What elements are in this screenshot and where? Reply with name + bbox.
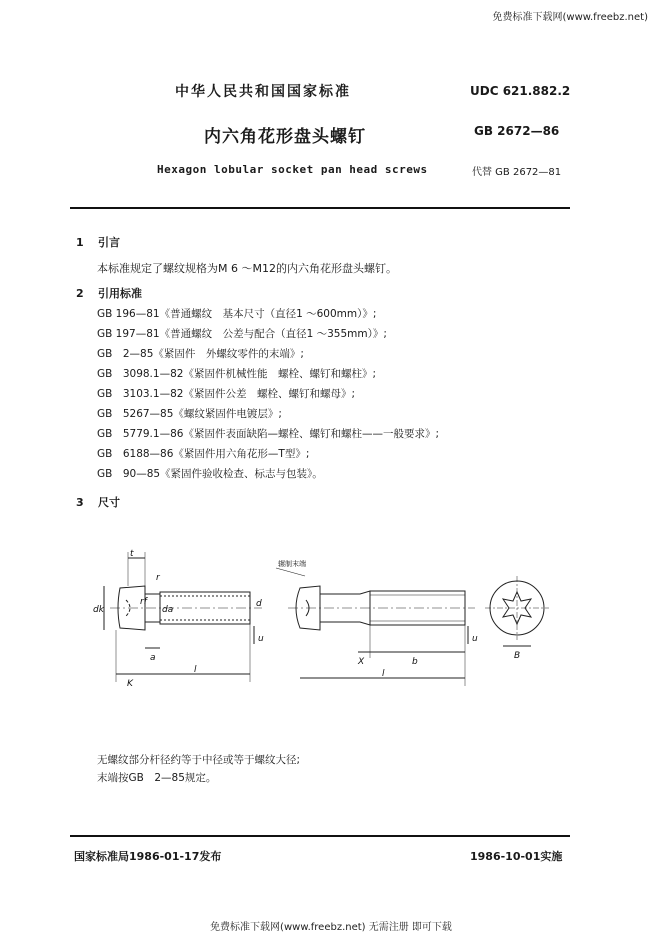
- dim-label-d: d: [256, 599, 262, 609]
- watermark-top: 免费标准下载网(www.freebz.net): [492, 12, 648, 23]
- dim-label-r: r: [156, 573, 160, 583]
- rolled-end-leader: [276, 568, 305, 576]
- footer-divider: [70, 835, 570, 837]
- section-1-title: 引言: [98, 236, 120, 249]
- reference-item: GB 2—85《紧固件 外螺纹零件的末端》;: [97, 348, 304, 360]
- note-line-2: 末端按GB 2—85规定。: [97, 772, 217, 784]
- reference-item: GB 6188—86《紧固件用六角花形—T型》;: [97, 448, 310, 460]
- reference-item: GB 5267—85《螺纹紧固件电镀层》;: [97, 408, 282, 420]
- dim-label-k: K: [127, 679, 133, 689]
- dim-label-da: da: [162, 605, 174, 615]
- section-2-title: 引用标准: [98, 287, 142, 300]
- dim-label-l-left: l: [194, 665, 197, 675]
- section-3-number: 3: [76, 496, 84, 509]
- section-2-number: 2: [76, 287, 84, 300]
- dim-label-u-left: u: [258, 634, 264, 644]
- document-title-en: Hexagon lobular socket pan head screws: [157, 163, 428, 176]
- watermark-bottom: 免费标准下载网(www.freebz.net) 无需注册 即可下载: [210, 922, 452, 933]
- replaces-standard: 代替 GB 2672—81: [472, 167, 562, 178]
- dim-label-t: t: [130, 549, 134, 559]
- section-1-number: 1: [76, 236, 84, 249]
- dim-label-b: b: [412, 657, 418, 667]
- screw-drawing: [90, 548, 560, 702]
- reference-item: GB 196—81《普通螺纹 基本尺寸（直径1 ～600mm）》;: [97, 308, 377, 320]
- dim-label-rf: rf: [140, 597, 147, 607]
- section-2-heading: [76, 285, 142, 301]
- reference-item: GB 3103.1—82《紧固件公差 螺栓、螺钉和螺母》;: [97, 388, 355, 400]
- document-title-zh: 内六角花形盘头螺钉: [204, 127, 366, 147]
- note-line-1: 无螺纹部分杆径约等于中径或等于螺纹大径;: [97, 754, 301, 766]
- header-divider: [70, 207, 570, 209]
- dim-label-B: B: [514, 651, 521, 661]
- rolled-end-label: 辗制末端: [278, 560, 306, 568]
- reference-item: GB 197—81《普通螺纹 公差与配合（直径1 ～355mm）》;: [97, 328, 387, 340]
- dim-label-u-right: u: [472, 634, 478, 644]
- dim-label-dk: dk: [93, 605, 104, 615]
- dim-label-l-right: l: [382, 669, 385, 679]
- reference-item: GB 3098.1—82《紧固件机械性能 螺栓、螺钉和螺柱》;: [97, 368, 376, 380]
- section-1-heading: [76, 234, 120, 250]
- screw-drawing-svg: [90, 548, 560, 698]
- issue-date: 国家标准局1986-01-17发布: [74, 850, 222, 863]
- effective-date: 1986-10-01实施: [470, 850, 563, 863]
- section-3-heading: [76, 494, 120, 510]
- dim-label-a: a: [150, 653, 156, 663]
- dim-label-x: X: [358, 657, 365, 667]
- section-1-text: 本标准规定了螺纹规格为M 6 ～M12的内六角花形盘头螺钉。: [97, 262, 397, 275]
- reference-item: GB 5779.1—86《紧固件表面缺陷—螺栓、螺钉和螺柱——一般要求》;: [97, 428, 439, 440]
- section-3-title: 尺寸: [98, 496, 120, 509]
- udc-code: UDC 621.882.2: [470, 84, 571, 98]
- reference-item: GB 90—85《紧固件验收检查、标志与包装》。: [97, 468, 323, 480]
- issuing-organization: 中华人民共和国国家标准: [175, 84, 351, 100]
- standard-number: GB 2672—86: [474, 124, 560, 138]
